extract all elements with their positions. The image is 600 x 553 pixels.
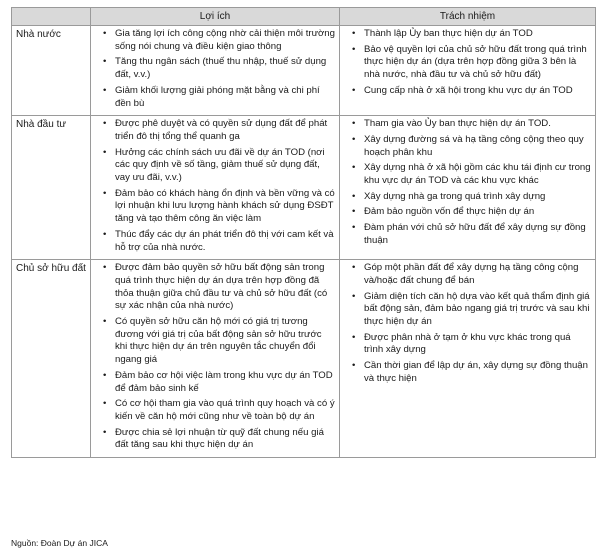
list-item: • Có quyền sở hữu căn hộ mới có giá trị tương đương với giá trị của bất động sản sở hữu trước khi thực hiện dự án trên nguyên tắc chuyển đổi ngang giá [91,316,335,367]
header-stakeholder [12,8,91,26]
benefits-list [91,118,335,254]
list-item: • Được phê duyệt và có quyền sử dụng đất để phát triển đô thị tổng thể quanh ga [91,118,335,143]
responsibilities-cell [340,260,596,458]
list-item: • Tăng thu ngân sách (thuế thu nhập, thuế sử dụng đất, v.v.) [91,56,335,81]
benefits-cell [91,116,340,260]
list-item: • Được chia sẻ lợi nhuận từ quỹ đất chung nếu giá đất tăng sau khi thực hiện dự án [91,427,335,452]
list-item: • Giảm diện tích căn hộ dựa vào kết quả thẩm định giá bất động sản, đảm bảo ngang giá trị trước và sau khi thực hiện dự án [340,291,591,329]
benefits-list [91,28,335,110]
header-benefits: Lợi ích [91,8,340,26]
list-item: • Đảm bảo nguồn vốn để thực hiện dự án [340,206,591,219]
stakeholder-cell: Nhà đầu tư [12,116,91,260]
table-row-state [12,26,596,116]
benefits-cell [91,26,340,116]
responsibilities-cell [340,26,596,116]
list-item: • Được đảm bảo quyền sở hữu bất động sản trong quá trình thực hiện dự án dựa trên hợp đồng đã thỏa thuận giữa chủ đầu tư và chủ sở hữu đất (có sự xác nhận của nhà nước) [91,262,335,313]
header-responsibilities: Trách nhiệm [340,8,596,26]
header-row [12,8,596,26]
stakeholder-table [11,7,596,458]
list-item: • Đảm bảo có khách hàng ổn định và bền vững và có lợi nhuận khi lưu lượng hành khách sử dụng ĐSĐT tăng và tạo thêm công ăn việc làm [91,188,335,226]
list-item: • Xây dựng nhà ga trong quá trình xây dựng [340,191,591,204]
list-item: • Thành lập Ủy ban thực hiện dự án TOD [340,28,591,41]
list-item: • Gia tăng lợi ích công cộng nhờ cải thiện môi trường sống nói chung và điều kiện giao thông [91,28,335,53]
responsibilities-list [340,118,591,247]
list-item: • Có cơ hội tham gia vào quá trình quy hoạch và có ý kiến về căn hộ mới cũng như về toàn bộ dự án [91,398,335,423]
list-item: • Góp một phần đất để xây dựng hạ tầng công cộng và/hoặc đất chung để bán [340,262,591,287]
list-item: • Hưởng các chính sách ưu đãi về dự án TOD (nơi các quy định về số tầng, giảm thuế sử dụng đất, vay ưu đãi, v.v.) [91,147,335,185]
list-item: • Xây dựng đường sá và hạ tầng công cộng theo quy hoạch phân khu [340,134,591,159]
table-row-investor [12,116,596,260]
responsibilities-cell [340,116,596,260]
list-item: • Xây dựng nhà ở xã hội gồm các khu tái định cư trong khu vực dự án TOD và các khu vực khác [340,162,591,187]
list-item: • Cần thời gian để lập dự án, xây dựng sự đồng thuận và thực hiện [340,360,591,385]
list-item: • Đàm phán với chủ sở hữu đất để xây dựng sự đồng thuận [340,222,591,247]
source-note: Nguồn: Đoàn Dự án JICA [11,538,108,548]
responsibilities-list [340,262,591,385]
responsibilities-list [340,28,591,98]
list-item: • Đảm bảo cơ hội việc làm trong khu vực dự án TOD để đảm bảo sinh kế [91,370,335,395]
stakeholder-cell: Chủ sở hữu đất [12,260,91,458]
list-item: • Bảo vệ quyền lợi của chủ sở hữu đất trong quá trình thực hiện dự án (dựa trên hợp đồng giữa 3 bên là nhà nước, nhà đầu tư và chủ sở hữu đất) [340,44,591,82]
list-item: • Được phân nhà ở tạm ở khu vực khác trong quá trình xây dựng [340,332,591,357]
table-row-landowner [12,260,596,458]
list-item: • Thúc đẩy các dự án phát triển đô thị với cam kết và hỗ trợ của nhà nước. [91,229,335,254]
benefits-cell [91,260,340,458]
list-item: • Cung cấp nhà ở xã hội trong khu vực dự án TOD [340,85,591,98]
list-item: • Tham gia vào Ủy ban thực hiện dự án TOD. [340,118,591,131]
list-item: • Giảm khối lượng giải phóng mặt bằng và chi phí đền bù [91,85,335,110]
stakeholder-cell: Nhà nước [12,26,91,116]
benefits-list [91,262,335,452]
